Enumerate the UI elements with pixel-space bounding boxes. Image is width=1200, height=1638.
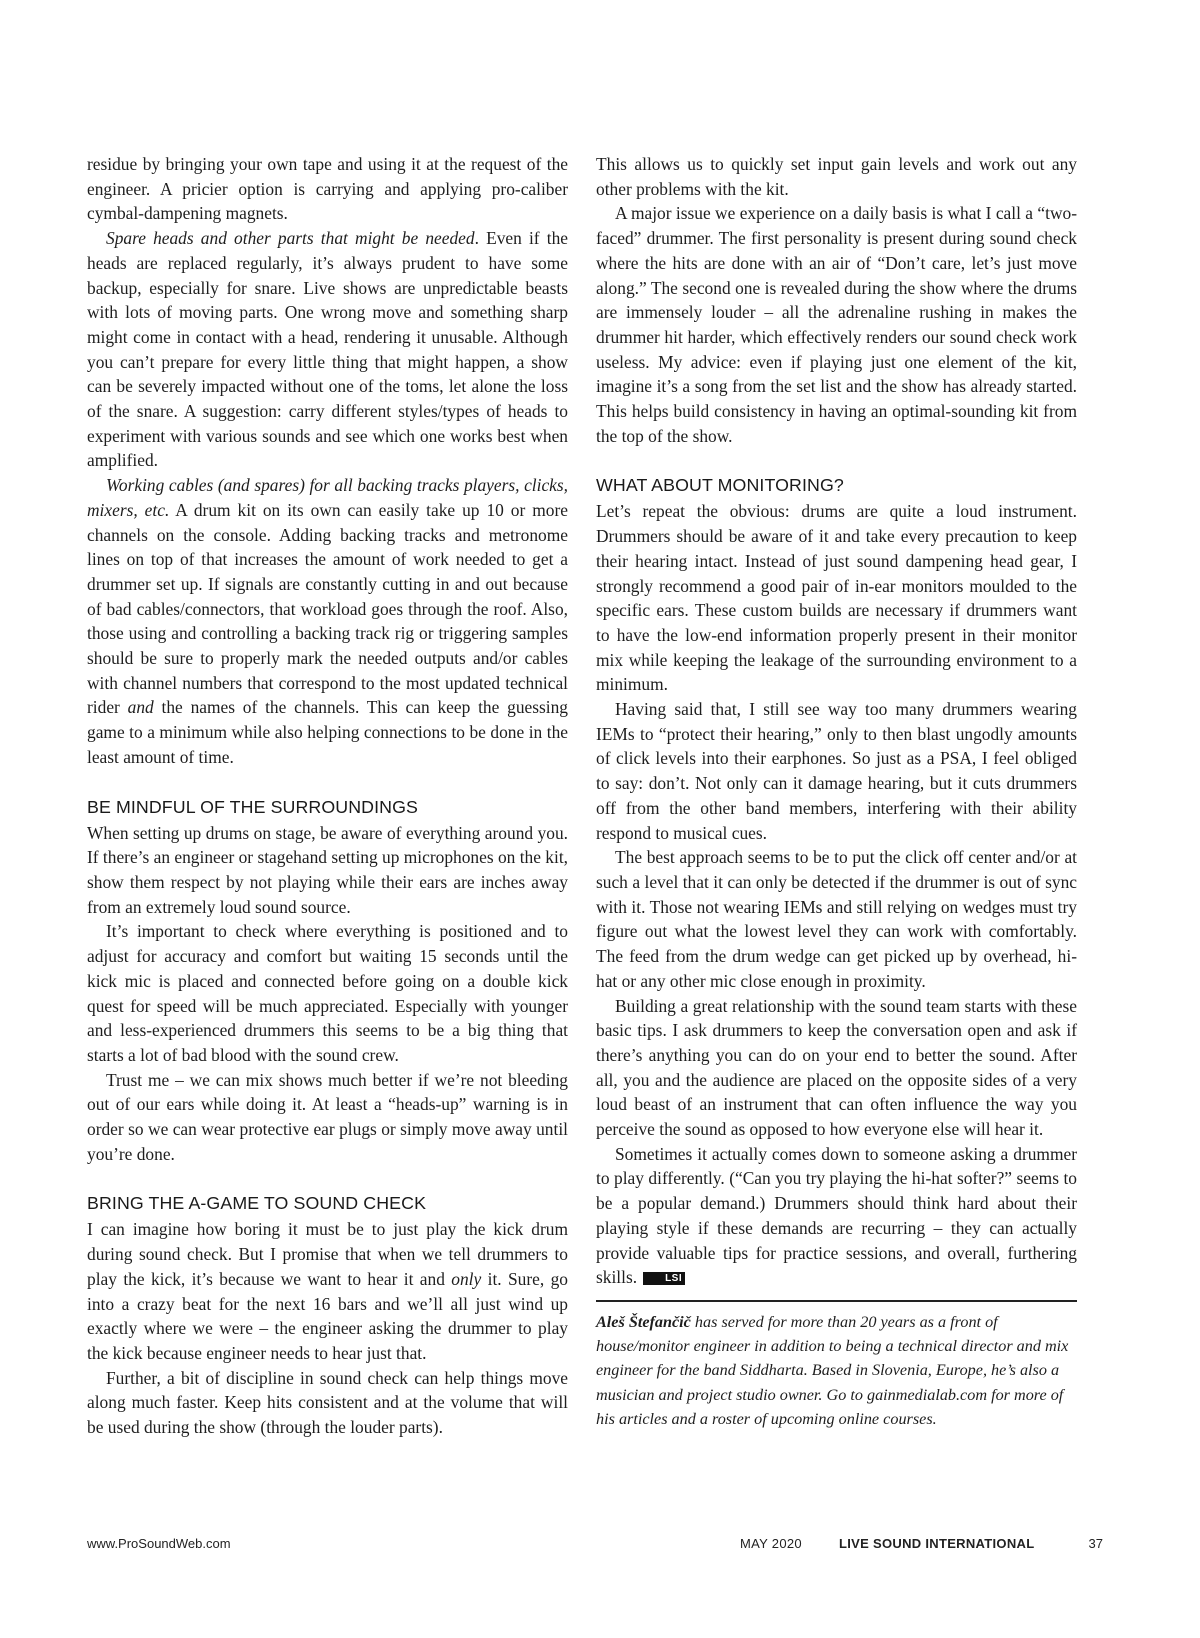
paragraph: residue by bringing your own tape and using it at the request of the engineer. A pricier option is carrying and applying pro-caliber cymbal-dampening magnets. bbox=[87, 154, 568, 224]
emphasis-word: and bbox=[127, 697, 154, 718]
footer-website: www.ProSoundWeb.com bbox=[87, 1536, 231, 1551]
paragraph-text: the names of the channels. This can keep the guessing game to a minimum while also helping connections to be done in the least amount of time. bbox=[87, 697, 569, 767]
paragraph: Building a great relationship with the sound team starts with these basic tips. I ask drummers to keep the conversation open and ask if there’s anything you can do on your end to better the sound. After all, you and the audience are placed on the opposite sides of a very loud beast of an instrument that can often influence the way you perceive the sound as opposed to how everyone else will hear it. bbox=[596, 995, 1077, 1140]
paragraph bbox=[87, 473, 568, 769]
section-heading: WHAT ABOUT MONITORING? bbox=[596, 475, 844, 496]
author-name: Aleš Štefančič bbox=[596, 1312, 691, 1331]
section-heading: BRING THE A-GAME TO SOUND CHECK bbox=[87, 1193, 427, 1214]
paragraph-lead-italic: Working cables (and spares) for all backing tracks players, clicks, mixers, etc. bbox=[87, 475, 568, 520]
paragraph: Further, a bit of discipline in sound check can help things move along much faster. Keep hits consistent and at the volume that will be used during the show (through the louder parts). bbox=[87, 1367, 568, 1438]
emphasis-word: only bbox=[451, 1268, 482, 1289]
paragraph-text: A drum kit on its own can easily take up 10 or more channels on the console. Adding backing tracks and metronome lines on top of that increases the amount of work needed to get a drummer set up. If signals are constantly cutting in and out because of bad cables/connectors, that workload goes through the roof. Also, those using and controlling a backing track rig or triggering samples should be sure to properly mark the needed outputs and/or cables with channel numbers that correspond to the most updated technical rider bbox=[87, 499, 568, 718]
end-of-article-mark: LSI bbox=[643, 1272, 685, 1285]
paragraph: It’s important to check where everything is positioned and to adjust for accuracy and comfort but waiting 15 seconds until the kick mic is placed and connected before going on a double kick quest for speed will be much appreciated. Especially with younger and less-experienced drummers this seems to be a big thing that starts a lot of bad blood with the sound crew. bbox=[87, 921, 568, 1065]
paragraph bbox=[596, 1142, 1077, 1290]
paragraph: The best approach seems to be to put the click off center and/or at such a level that it can only be detected if the drummer is out of sync with it. Those not wearing IEMs and still relying on wedges must try figure out what the lowest level they can work with comfortably. The feed from the drum wedge can get picked up by overhead, hi-hat or any other mic close enough in proximity. bbox=[596, 847, 1077, 991]
paragraph-text: . Even if the heads are replaced regularly, it’s always prudent to have some backup, especially for snare. Live shows are unpredictable beasts with lots of moving parts. One wrong move and something sharp might come in contact with a head, rendering it unusable. Although you can’t prepare for every little thing that might happen, a show can be severely impacted without one of the toms, let alone the loss of the snare. A suggestion: carry different styles/types of heads to experiment with various sounds and see which one works best when amplified. bbox=[87, 228, 568, 471]
paragraph: This allows us to quickly set input gain levels and work out any other problems with the kit. bbox=[596, 154, 1077, 199]
left-column bbox=[87, 152, 568, 1440]
paragraph: Let’s repeat the obvious: drums are quite a loud instrument. Drummers should be aware of it and take every precaution to keep their hearing intact. Instead of just sound dampening head gear, I strongly recommend a good pair of in-ear monitors moulded to the specific ears. These custom builds are necessary if drummers want to have the low-end information properly present in their monitor mix while keeping the leakage of the surrounding environment to a minimum. bbox=[596, 501, 1077, 695]
paragraph-text: it. Sure, go into a crazy beat for the next 16 bars and we’ll all just wind up exactly where we were – the engineer asking the drummer to play the kick because engineer needs to hear just that. bbox=[87, 1268, 569, 1363]
paragraph bbox=[87, 1217, 568, 1365]
right-column bbox=[596, 152, 1077, 1431]
paragraph: When setting up drums on stage, be aware of everything around you. If there’s an engineer or stagehand setting up microphones on the kit, show them respect by not playing while their ears are inches away from an extremely loud sound source. bbox=[87, 822, 569, 917]
paragraph-text: I can imagine how boring it must be to just play the kick drum during sound check. But I promise that when we tell drummers to play the kick, it’s because we want to hear it and bbox=[87, 1219, 568, 1289]
section-heading: BE MINDFUL OF THE SURROUNDINGS bbox=[87, 796, 418, 817]
page-number: 37 bbox=[1088, 1536, 1103, 1551]
paragraph: Having said that, I still see way too many drummers wearing IEMs to “protect their hearing,” only to then blast ungodly amounts of click levels into their earphones. So just as a PSA, I feel obliged to say: don’t. Not only can it damage hearing, but it cuts drummers off from the other band members, interfering with their ability respond to musical cues. bbox=[596, 699, 1077, 843]
paragraph bbox=[87, 226, 568, 473]
author-bio bbox=[596, 1300, 1077, 1431]
paragraph: Trust me – we can mix shows much better if we’re not bleeding out of our ears while doing it. At least a “heads-up” warning is in order so we can wear protective ear plugs or simply move away until you’re done. bbox=[87, 1069, 568, 1164]
footer-issue-date: MAY 2020 bbox=[740, 1536, 802, 1551]
paragraph-text: Sometimes it actually comes down to someone asking a drummer to play differently. (“Can you try playing the hi-hat softer?” seems to be a popular demand.) Drummers should think hard about their playing style if these demands are recurring – they can actually provide valuable tips for practice sessions, and overall, furthering skills. bbox=[596, 1143, 1077, 1288]
author-bio-text: has served for more than 20 years as a front of house/monitor engineer in addition to being a technical director and mix engineer for the band Siddharta. Based in Slovenia, Europe, he’s also a musician and project studio owner. Go to gainmedialab.com for more of his articles and a roster of upcoming online courses. bbox=[596, 1312, 1069, 1428]
page-footer bbox=[87, 1536, 1103, 1556]
footer-magazine-name: LIVE SOUND INTERNATIONAL bbox=[839, 1536, 1035, 1551]
paragraph-lead-italic: Spare heads and other parts that might be needed bbox=[106, 228, 475, 249]
paragraph: A major issue we experience on a daily basis is what I call a “two-faced” drummer. The first personality is present during sound check where the hits are done with an air of “Don’t care, let’s just move along.” The second one is revealed during the show where the drums are immensely louder – all the adrenaline rushing in makes the drummer hit harder, which effectively renders our sound check work useless. My advice: even if playing just one element of the kit, imagine it’s a song from the set list and the show has already started. This helps build consistency in having an optimal-sounding kit from the top of the show. bbox=[596, 203, 1077, 446]
